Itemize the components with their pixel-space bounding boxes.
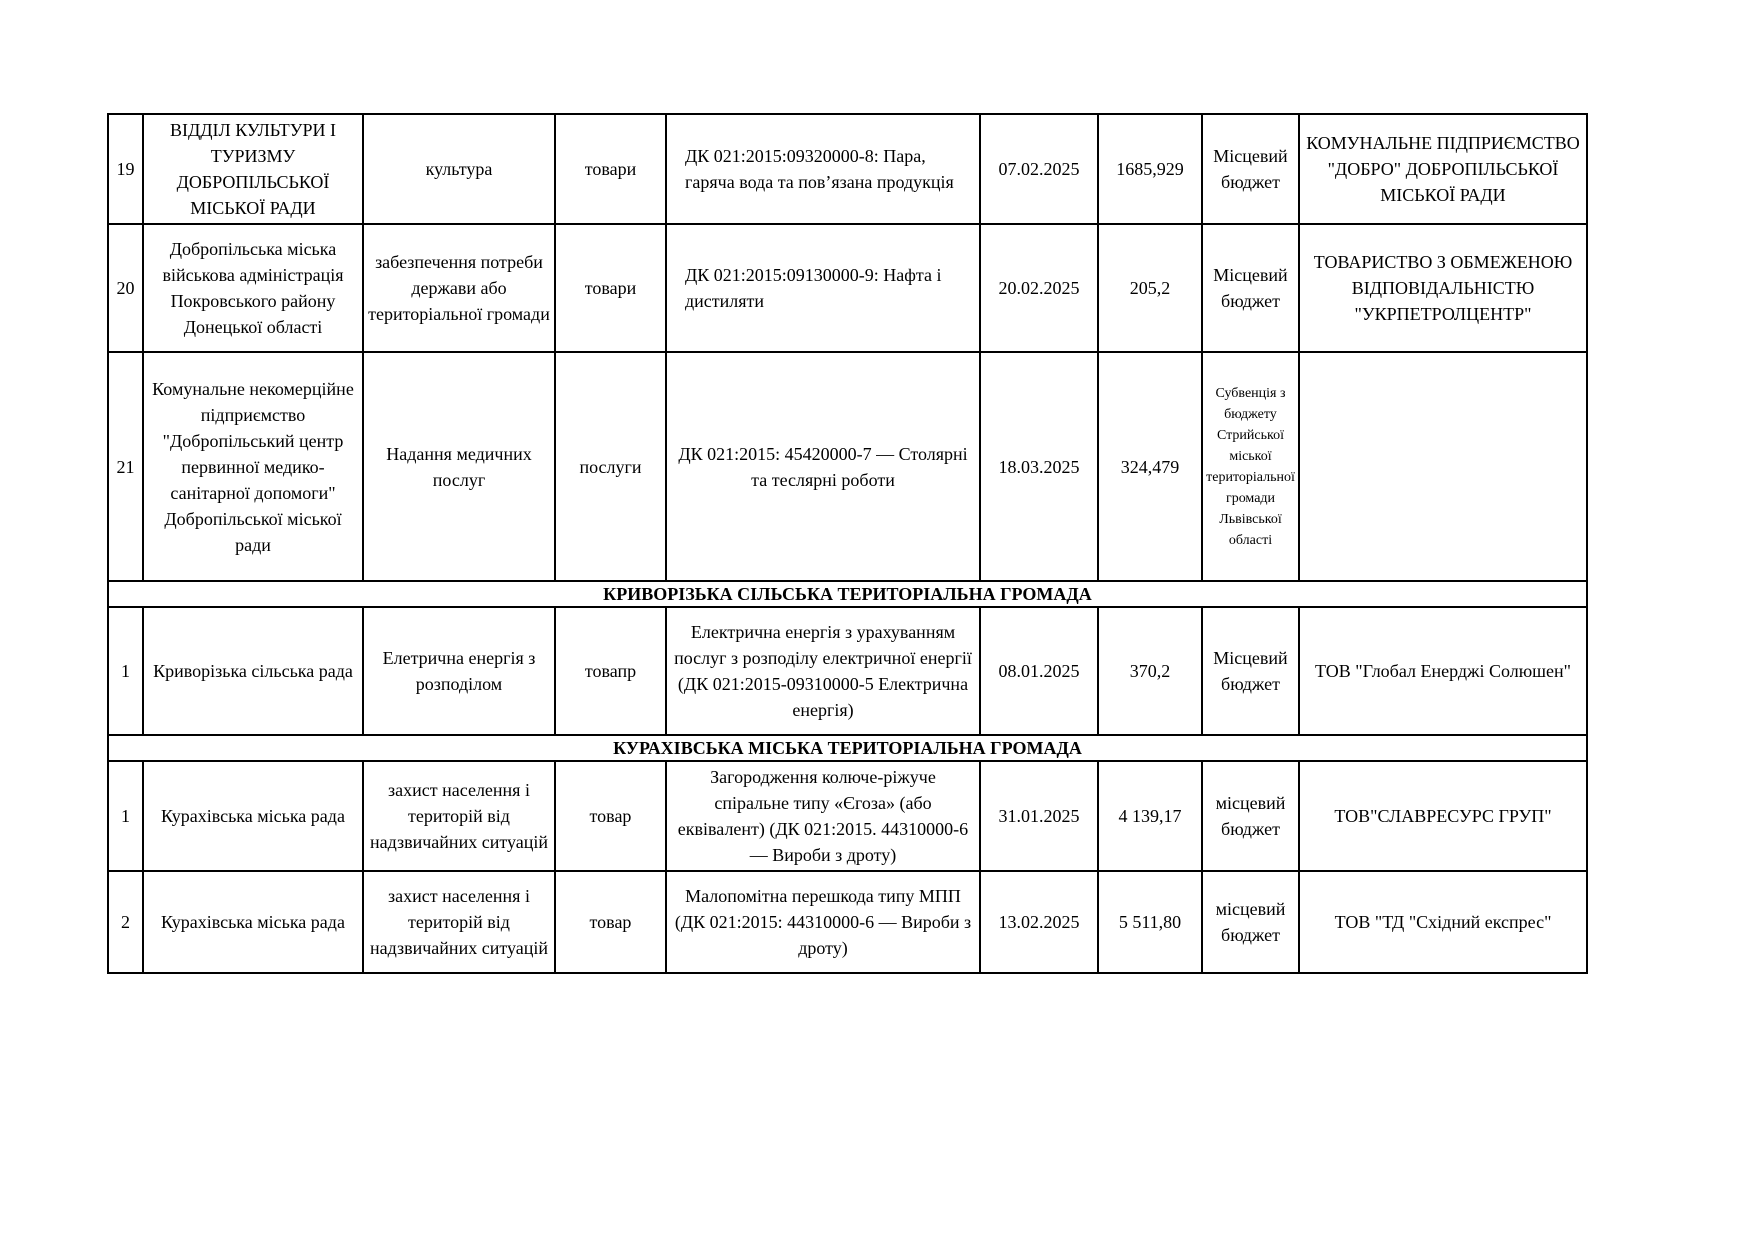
funding-source-cell: місцевий бюджет [1202, 761, 1299, 871]
purpose-cell: захист населення і територій від надзвичайних ситуацій [363, 871, 555, 973]
supplier-cell: ТОВАРИСТВО З ОБМЕЖЕНОЮ ВІДПОВІДАЛЬНІСТЮ "УКРПЕТРОЛЦЕНТР" [1299, 224, 1587, 352]
purpose-cell: культура [363, 114, 555, 224]
funding-source-cell: місцевий бюджет [1202, 871, 1299, 973]
type-cell: товапр [555, 607, 666, 735]
row-number: 1 [108, 607, 143, 735]
customer-cell: ВІДДІЛ КУЛЬТУРИ І ТУРИЗМУ ДОБРОПІЛЬСЬКОЇ МІСЬКОЇ РАДИ [143, 114, 363, 224]
customer-cell: Добропільська міська військова адміністрація Покровського району Донецької області [143, 224, 363, 352]
type-cell: послуги [555, 352, 666, 581]
row-number: 20 [108, 224, 143, 352]
section-header-kurakhivska [108, 735, 1587, 761]
section-header-kryvorizka [108, 581, 1587, 607]
amount-cell: 370,2 [1098, 607, 1202, 735]
customer-cell: Курахівська міська рада [143, 761, 363, 871]
amount-cell: 1685,929 [1098, 114, 1202, 224]
subject-cell: ДК 021:2015:09320000-8: Пара, гаряча вода та пов’язана продукція [666, 114, 980, 224]
subject-cell: Загородження колюче-ріжуче спіральне типу «Єгоза» (або еквівалент) (ДК 021:2015. 44310000-6 — Вироби з дроту) [666, 761, 980, 871]
purpose-cell: Елетрична енергія з розподілом [363, 607, 555, 735]
purpose-cell: забезпечення потреби держави або територіальної громади [363, 224, 555, 352]
type-cell: товар [555, 871, 666, 973]
amount-cell: 5 511,80 [1098, 871, 1202, 973]
purpose-cell: Надання медичних послуг [363, 352, 555, 581]
supplier-cell: ТОВ"СЛАВРЕСУРС ГРУП" [1299, 761, 1587, 871]
date-cell: 18.03.2025 [980, 352, 1098, 581]
supplier-cell: ТОВ "ТД "Східний експрес" [1299, 871, 1587, 973]
supplier-cell: ТОВ "Глобал Енерджі Солюшен" [1299, 607, 1587, 735]
date-cell: 31.01.2025 [980, 761, 1098, 871]
amount-cell: 324,479 [1098, 352, 1202, 581]
funding-source-cell: Місцевий бюджет [1202, 607, 1299, 735]
funding-source-cell: Місцевий бюджет [1202, 114, 1299, 224]
subject-cell: ДК 021:2015: 45420000-7 — Столярні та теслярні роботи [666, 352, 980, 581]
table-row [108, 224, 1587, 352]
type-cell: товар [555, 761, 666, 871]
table-row [108, 607, 1587, 735]
customer-cell: Комунальне некомерційне підприємство "Добропільський центр первинної медико-санітарної допомоги" Добропільської міської ради [143, 352, 363, 581]
procurement-table [107, 113, 1588, 974]
date-cell: 20.02.2025 [980, 224, 1098, 352]
subject-cell: Малопомітна перешкода типу МПП (ДК 021:2015: 44310000-6 — Вироби з дроту) [666, 871, 980, 973]
type-cell: товари [555, 224, 666, 352]
section-title: КРИВОРІЗЬКА СІЛЬСЬКА ТЕРИТОРІАЛЬНА ГРОМАДА [108, 581, 1587, 607]
table-row [108, 114, 1587, 224]
section-title: КУРАХІВСЬКА МІСЬКА ТЕРИТОРІАЛЬНА ГРОМАДА [108, 735, 1587, 761]
date-cell: 13.02.2025 [980, 871, 1098, 973]
row-number: 19 [108, 114, 143, 224]
row-number: 21 [108, 352, 143, 581]
table-row [108, 352, 1587, 581]
type-cell: товари [555, 114, 666, 224]
amount-cell: 4 139,17 [1098, 761, 1202, 871]
purpose-cell: захист населення і територій від надзвичайних ситуацій [363, 761, 555, 871]
supplier-cell [1299, 352, 1587, 581]
customer-cell: Криворізька сільська рада [143, 607, 363, 735]
customer-cell: Курахівська міська рада [143, 871, 363, 973]
date-cell: 07.02.2025 [980, 114, 1098, 224]
date-cell: 08.01.2025 [980, 607, 1098, 735]
subject-cell: ДК 021:2015:09130000-9: Нафта і дистиляти [666, 224, 980, 352]
funding-source-cell: Місцевий бюджет [1202, 224, 1299, 352]
table-row [108, 761, 1587, 871]
supplier-cell: КОМУНАЛЬНЕ ПІДПРИЄМСТВО "ДОБРО" ДОБРОПІЛЬСЬКОЇ МІСЬКОЇ РАДИ [1299, 114, 1587, 224]
funding-source-cell: Субвенція з бюджету Стрийської міської територіальної громади Львівської області [1202, 352, 1299, 581]
row-number: 1 [108, 761, 143, 871]
subject-cell: Електрична енергія з урахуванням послуг з розподілу електричної енергії (ДК 021:2015-09310000-5 Електрична енергія) [666, 607, 980, 735]
row-number: 2 [108, 871, 143, 973]
amount-cell: 205,2 [1098, 224, 1202, 352]
table-row [108, 871, 1587, 973]
